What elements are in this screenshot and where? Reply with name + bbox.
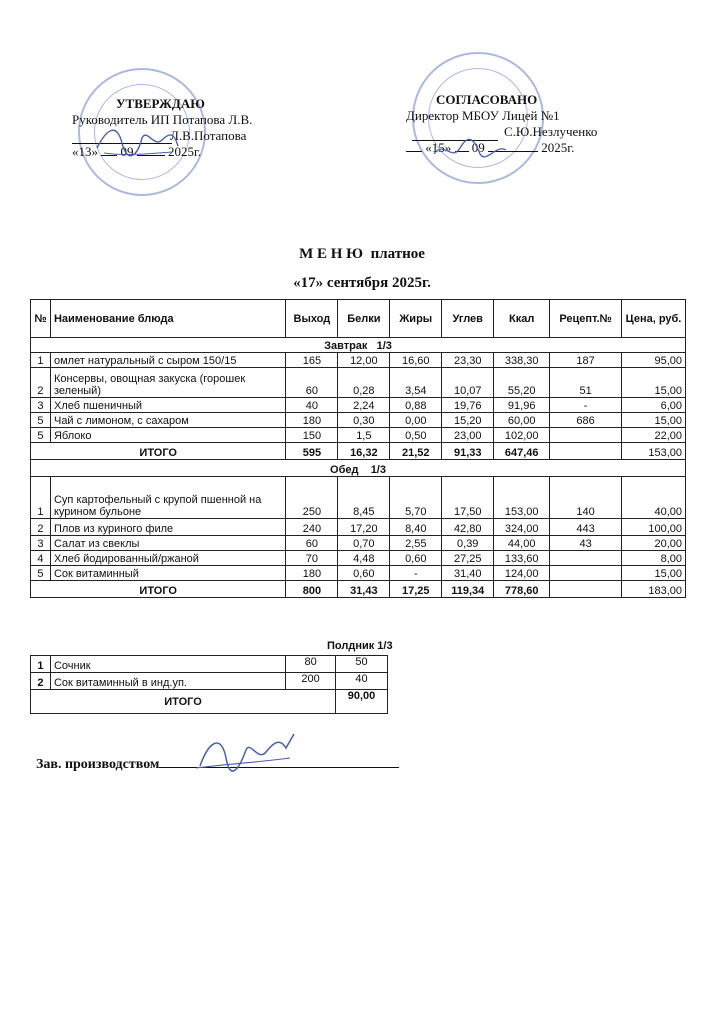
lunch-fats: 2,55 <box>390 536 442 551</box>
breakfast-row <box>31 353 686 368</box>
approve-line1: Руководитель ИП Потапова Л.В. <box>72 112 253 127</box>
breakfast-total-kcal: 647,46 <box>494 443 550 460</box>
lunch-row <box>31 566 686 581</box>
snack-total-price: 90,00 <box>336 690 388 714</box>
breakfast-price: 15,00 <box>622 368 686 398</box>
approve-date-day: «13» <box>72 144 98 159</box>
breakfast-kcal: 91,96 <box>494 398 550 413</box>
col-fats: Жиры <box>390 300 442 338</box>
breakfast-total-label: ИТОГО <box>31 443 286 460</box>
lunch-proteins: 0,70 <box>338 536 390 551</box>
breakfast-total-price: 153,00 <box>622 443 686 460</box>
lunch-fats: 8,40 <box>390 519 442 536</box>
breakfast-total-fats: 21,52 <box>390 443 442 460</box>
approve-signature <box>92 118 182 168</box>
lunch-price: 20,00 <box>622 536 686 551</box>
lunch-kcal: 44,00 <box>494 536 550 551</box>
snack-name: Сочник <box>50 656 285 673</box>
lunch-price: 8,00 <box>622 551 686 566</box>
approve-date-month: 09 <box>120 144 134 159</box>
breakfast-total-row <box>31 443 686 460</box>
lunch-total-price: 183,00 <box>622 581 686 598</box>
lunch-label: Обед 1/3 <box>31 460 686 477</box>
lunch-kcal: 133,60 <box>494 551 550 566</box>
breakfast-proteins: 2,24 <box>338 398 390 413</box>
agree-heading: СОГЛАСОВАНО <box>436 92 538 107</box>
lunch-output: 240 <box>286 519 338 536</box>
lunch-output: 60 <box>286 536 338 551</box>
breakfast-carbs: 19,76 <box>442 398 494 413</box>
breakfast-name: омлет натуральный с сыром 150/15 <box>50 353 285 368</box>
breakfast-recipe <box>550 428 622 443</box>
agree-date-month: 09 <box>471 140 485 155</box>
lunch-number: 4 <box>31 551 51 566</box>
breakfast-kcal: 102,00 <box>494 428 550 443</box>
snack-price: 40 <box>336 673 388 690</box>
lunch-recipe: 443 <box>550 519 622 536</box>
breakfast-total-carbs: 91,33 <box>442 443 494 460</box>
lunch-name: Плов из куриного филе <box>50 519 285 536</box>
breakfast-fats: 0,88 <box>390 398 442 413</box>
approve-heading: УТВЕРЖДАЮ <box>116 96 205 111</box>
lunch-rows <box>31 477 686 581</box>
breakfast-total-proteins: 16,32 <box>338 443 390 460</box>
breakfast-proteins: 0,30 <box>338 413 390 428</box>
breakfast-number: 1 <box>31 353 51 368</box>
lunch-row <box>31 536 686 551</box>
breakfast-output: 180 <box>286 413 338 428</box>
breakfast-recipe: - <box>550 398 622 413</box>
menu-title: М Е Н Ю платное <box>299 246 425 262</box>
lunch-total-recipe <box>550 581 622 598</box>
lunch-name: Хлеб йодированный/ржаной <box>50 551 285 566</box>
lunch-carbs: 42,80 <box>442 519 494 536</box>
lunch-price: 15,00 <box>622 566 686 581</box>
breakfast-recipe: 187 <box>550 353 622 368</box>
col-output: Выход <box>286 300 338 338</box>
breakfast-proteins: 12,00 <box>338 353 390 368</box>
lunch-recipe: 140 <box>550 477 622 519</box>
breakfast-number: 2 <box>31 368 51 398</box>
lunch-row <box>31 519 686 536</box>
snack-rows <box>31 656 388 690</box>
breakfast-carbs: 23,00 <box>442 428 494 443</box>
breakfast-number: 5 <box>31 413 51 428</box>
lunch-proteins: 8,45 <box>338 477 390 519</box>
lunch-total-label: ИТОГО <box>31 581 286 598</box>
lunch-total-row <box>31 581 686 598</box>
snack-number: 2 <box>31 673 51 690</box>
breakfast-fats: 0,50 <box>390 428 442 443</box>
lunch-kcal: 124,00 <box>494 566 550 581</box>
breakfast-fats: 0,00 <box>390 413 442 428</box>
breakfast-name: Консервы, овощная закуска (горошек зеленый) <box>50 368 285 398</box>
lunch-proteins: 4,48 <box>338 551 390 566</box>
agree-line1: Директор МБОУ Лицей №1 <box>406 108 560 123</box>
snack-table <box>30 655 388 714</box>
breakfast-row <box>31 368 686 398</box>
breakfast-fats: 16,60 <box>390 353 442 368</box>
agree-date-year: 2025г. <box>541 140 575 155</box>
footer-label: Зав. производством <box>36 757 160 772</box>
breakfast-kcal: 55,20 <box>494 368 550 398</box>
lunch-total-output: 800 <box>286 581 338 598</box>
lunch-recipe: 43 <box>550 536 622 551</box>
agree-signature <box>430 132 510 172</box>
col-number: № <box>31 300 51 338</box>
breakfast-price: 22,00 <box>622 428 686 443</box>
breakfast-price: 15,00 <box>622 413 686 428</box>
breakfast-carbs: 10,07 <box>442 368 494 398</box>
lunch-row <box>31 551 686 566</box>
agree-date-day: «15» <box>425 140 452 155</box>
col-kcal: Ккал <box>494 300 550 338</box>
lunch-row <box>31 477 686 519</box>
col-recipe: Рецепт.№ <box>550 300 622 338</box>
breakfast-output: 40 <box>286 398 338 413</box>
snack-name: Сок витаминный в инд.уп. <box>50 673 285 690</box>
breakfast-row <box>31 398 686 413</box>
breakfast-name: Хлеб пшеничный <box>50 398 285 413</box>
lunch-proteins: 17,20 <box>338 519 390 536</box>
lunch-number: 1 <box>31 477 51 519</box>
lunch-number: 2 <box>31 519 51 536</box>
lunch-proteins: 0,60 <box>338 566 390 581</box>
breakfast-total-output: 595 <box>286 443 338 460</box>
lunch-output: 70 <box>286 551 338 566</box>
lunch-fats: 5,70 <box>390 477 442 519</box>
breakfast-proteins: 1,5 <box>338 428 390 443</box>
lunch-kcal: 153,00 <box>494 477 550 519</box>
lunch-total-proteins: 31,43 <box>338 581 390 598</box>
lunch-price: 100,00 <box>622 519 686 536</box>
lunch-total-carbs: 119,34 <box>442 581 494 598</box>
lunch-recipe <box>550 566 622 581</box>
snack-price: 50 <box>336 656 388 673</box>
snack-row <box>31 656 388 673</box>
col-name: Наименование блюда <box>50 300 285 338</box>
snack-number: 1 <box>31 656 51 673</box>
snack-label: Полдник 1/3 <box>327 640 393 652</box>
lunch-number: 3 <box>31 536 51 551</box>
lunch-fats: 0,60 <box>390 551 442 566</box>
footer-signature <box>190 728 300 778</box>
lunch-price: 40,00 <box>622 477 686 519</box>
breakfast-total-recipe <box>550 443 622 460</box>
breakfast-recipe: 686 <box>550 413 622 428</box>
col-proteins: Белки <box>338 300 390 338</box>
breakfast-output: 60 <box>286 368 338 398</box>
breakfast-name: Чай с лимоном, с сахаром <box>50 413 285 428</box>
lunch-carbs: 31,40 <box>442 566 494 581</box>
breakfast-number: 3 <box>31 398 51 413</box>
lunch-total-kcal: 778,60 <box>494 581 550 598</box>
snack-total-label: ИТОГО <box>31 690 336 714</box>
col-price: Цена, руб. <box>622 300 686 338</box>
lunch-carbs: 17,50 <box>442 477 494 519</box>
breakfast-price: 6,00 <box>622 398 686 413</box>
breakfast-label: Завтрак 1/3 <box>31 338 686 353</box>
breakfast-kcal: 60,00 <box>494 413 550 428</box>
breakfast-row <box>31 428 686 443</box>
lunch-name: Сок витаминный <box>50 566 285 581</box>
breakfast-price: 95,00 <box>622 353 686 368</box>
lunch-recipe <box>550 551 622 566</box>
agree-line2: С.Ю.Незлученко <box>504 124 598 139</box>
breakfast-kcal: 338,30 <box>494 353 550 368</box>
col-carbs: Углев <box>442 300 494 338</box>
snack-total-row <box>31 690 388 714</box>
breakfast-number: 5 <box>31 428 51 443</box>
lunch-kcal: 324,00 <box>494 519 550 536</box>
header-row <box>31 300 686 338</box>
breakfast-row <box>31 413 686 428</box>
lunch-carbs: 0,39 <box>442 536 494 551</box>
breakfast-name: Яблоко <box>50 428 285 443</box>
menu-table <box>30 299 686 598</box>
breakfast-rows <box>31 353 686 443</box>
menu-date: «17» сентября 2025г. <box>293 275 431 291</box>
lunch-output: 250 <box>286 477 338 519</box>
lunch-total-fats: 17,25 <box>390 581 442 598</box>
breakfast-output: 150 <box>286 428 338 443</box>
breakfast-output: 165 <box>286 353 338 368</box>
snack-output: 200 <box>286 673 336 690</box>
approve-line2: Л.В.Потапова <box>170 128 247 143</box>
lunch-name: Салат из свеклы <box>50 536 285 551</box>
snack-row <box>31 673 388 690</box>
lunch-name: Суп картофельный с крупой пшенной на курином бульоне <box>50 477 285 519</box>
lunch-carbs: 27,25 <box>442 551 494 566</box>
approve-date-year: 2025г. <box>168 144 202 159</box>
lunch-number: 5 <box>31 566 51 581</box>
lunch-fats: - <box>390 566 442 581</box>
breakfast-carbs: 23,30 <box>442 353 494 368</box>
breakfast-recipe: 51 <box>550 368 622 398</box>
breakfast-carbs: 15,20 <box>442 413 494 428</box>
breakfast-fats: 3,54 <box>390 368 442 398</box>
breakfast-proteins: 0,28 <box>338 368 390 398</box>
snack-output: 80 <box>286 656 336 673</box>
lunch-output: 180 <box>286 566 338 581</box>
